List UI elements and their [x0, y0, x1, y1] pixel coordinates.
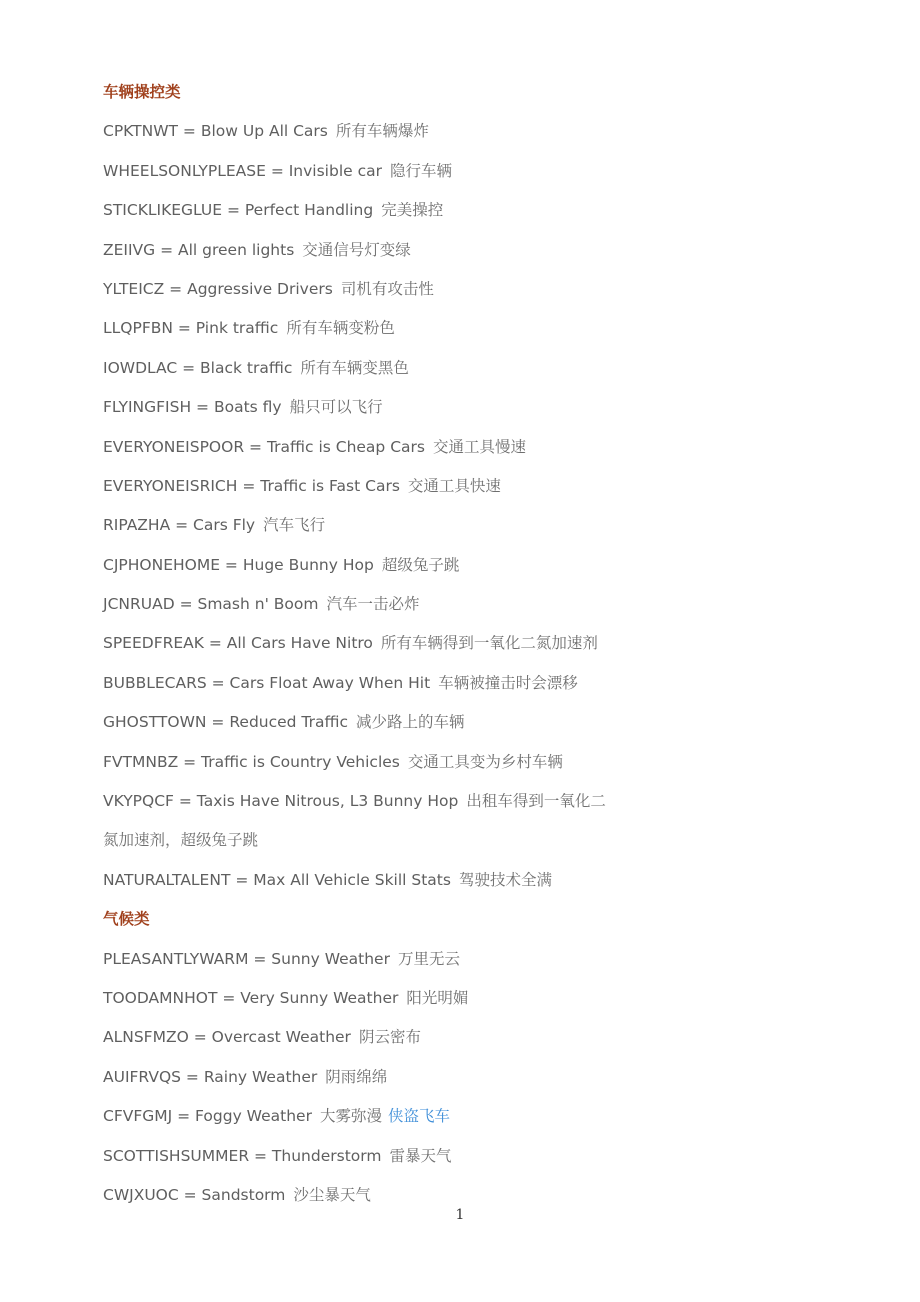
cheat-description-zh: 所有车辆爆炸 [335, 122, 429, 141]
section-heading: 气候类 [103, 910, 150, 929]
cheat-code: EVERYONEISRICH = Traffic is Fast Cars [103, 476, 400, 495]
cheat-entry [103, 316, 803, 355]
cheat-entry [103, 947, 803, 986]
cheat-description-zh: 交通工具慢速 [432, 437, 526, 456]
cheat-code: CPKTNWT = Blow Up All Cars [103, 122, 328, 141]
cheat-description-zh: 万里无云 [397, 949, 460, 968]
cheat-description-zh: 汽车飞行 [263, 516, 326, 535]
cheat-code: BUBBLECARS = Cars Float Away When Hit [103, 673, 431, 692]
cheat-description-zh: 汽车一击必炸 [326, 595, 420, 614]
cheat-description-zh: 减少路上的车辆 [356, 713, 465, 732]
cheat-description-zh: 阳光明媚 [406, 988, 469, 1007]
cheat-description-zh: 隐行车辆 [390, 161, 453, 180]
cheat-description-zh: 驾驶技术全满 [458, 870, 552, 889]
cheat-code: LLQPFBN = Pink traffic [103, 319, 279, 338]
cheat-description-zh: 完美操控 [381, 201, 444, 220]
cheat-code: CFVFGMJ = Foggy Weather [103, 1107, 312, 1126]
section-heading: 车辆操控类 [103, 83, 181, 101]
cheat-code: WHEELSONLYPLEASE = Invisible car [103, 161, 382, 180]
cheat-code: ALNSFMZO = Overcast Weather [103, 1028, 351, 1047]
cheat-description-zh: 交通工具快速 [407, 476, 501, 495]
cheat-code: EVERYONEISPOOR = Traffic is Cheap Cars [103, 437, 425, 456]
cheat-entry [103, 1144, 803, 1183]
cheat-code: PLEASANTLYWARM = Sunny Weather [103, 949, 390, 968]
cheat-description-zh: 超级兔子跳 [381, 555, 460, 574]
cheat-entry [103, 435, 803, 474]
cheat-entry [103, 1065, 803, 1104]
cheat-code: ZEIIVG = All green lights [103, 240, 295, 259]
inline-link[interactable]: 侠盗飞车 [387, 1107, 450, 1126]
cheat-code: FVTMNBZ = Traffic is Country Vehicles [103, 752, 400, 771]
cheat-code: CWJXUOC = Sandstorm [103, 1185, 286, 1204]
cheat-entry [103, 631, 803, 670]
cheat-entry [103, 671, 803, 710]
cheat-list [103, 80, 803, 1222]
cheat-description-zh: 司机有攻击性 [340, 279, 434, 298]
cheat-description-zh: 出租车得到一氧化二 [466, 792, 606, 811]
cheat-code: TOODAMNHOT = Very Sunny Weather [103, 988, 399, 1007]
cheat-entry [103, 119, 803, 158]
cheat-description-zh: 雷暴天气 [389, 1146, 452, 1165]
cheat-code: VKYPQCF = Taxis Have Nitrous, L3 Bunny Hop [103, 792, 459, 811]
cheat-code: AUIFRVQS = Rainy Weather [103, 1067, 318, 1086]
cheat-entry-continuation [103, 828, 803, 867]
cheat-description-zh: 车辆被撞击时会漂移 [438, 673, 578, 692]
cheat-entry [103, 868, 803, 907]
cheat-entry [103, 513, 803, 552]
cheat-code: SPEEDFREAK = All Cars Have Nitro [103, 634, 373, 653]
page-number: 1 [455, 1207, 465, 1223]
cheat-code: RIPAZHA = Cars Fly [103, 516, 256, 535]
cheat-entry [103, 750, 803, 789]
cheat-description-zh: 船只可以飞行 [289, 398, 383, 417]
cheat-description-zh: 交通信号灯变绿 [302, 240, 411, 259]
cheat-description-zh: 所有车辆得到一氧化二氮加速剂 [380, 634, 598, 653]
cheat-entry [103, 592, 803, 631]
cheat-code: YLTEICZ = Aggressive Drivers [103, 279, 333, 298]
cheat-entry [103, 710, 803, 749]
cheat-entry [103, 789, 803, 828]
cheat-entry [103, 277, 803, 316]
cheat-description-zh: 阴云密布 [358, 1028, 421, 1047]
cheat-description-zh: 大雾弥漫 [319, 1107, 382, 1126]
cheat-description-zh: 交通工具变为乡村车辆 [407, 752, 563, 771]
cheat-entry [103, 1104, 803, 1143]
cheat-code: STICKLIKEGLUE = Perfect Handling [103, 201, 374, 220]
cheat-code: SCOTTISHSUMMER = Thunderstorm [103, 1146, 382, 1165]
cheat-entry [103, 198, 803, 237]
cheat-code: IOWDLAC = Black traffic [103, 358, 293, 377]
cheat-code: FLYINGFISH = Boats fly [103, 398, 282, 417]
cheat-description-zh: 阴雨绵绵 [325, 1067, 388, 1086]
cheat-entry [103, 395, 803, 434]
cheat-description-zh: 所有车辆变黑色 [300, 358, 409, 377]
cheat-entry [103, 553, 803, 592]
cheat-description-zh: 氮加速剂，超级兔子跳 [103, 831, 259, 850]
cheat-code: GHOSTTOWN = Reduced Traffic [103, 713, 348, 732]
cheat-code: NATURALTALENT = Max All Vehicle Skill Stats [103, 870, 451, 889]
cheat-code: CJPHONEHOME = Huge Bunny Hop [103, 555, 374, 574]
cheat-description-zh: 所有车辆变粉色 [286, 319, 395, 338]
cheat-entry [103, 238, 803, 277]
cheat-entry [103, 474, 803, 513]
cheat-entry [103, 159, 803, 198]
cheat-code: JCNRUAD = Smash n' Boom [103, 595, 319, 614]
cheat-entry [103, 356, 803, 395]
cheat-entry [103, 986, 803, 1025]
cheat-description-zh: 沙尘暴天气 [293, 1185, 371, 1204]
cheat-entry [103, 1025, 803, 1064]
